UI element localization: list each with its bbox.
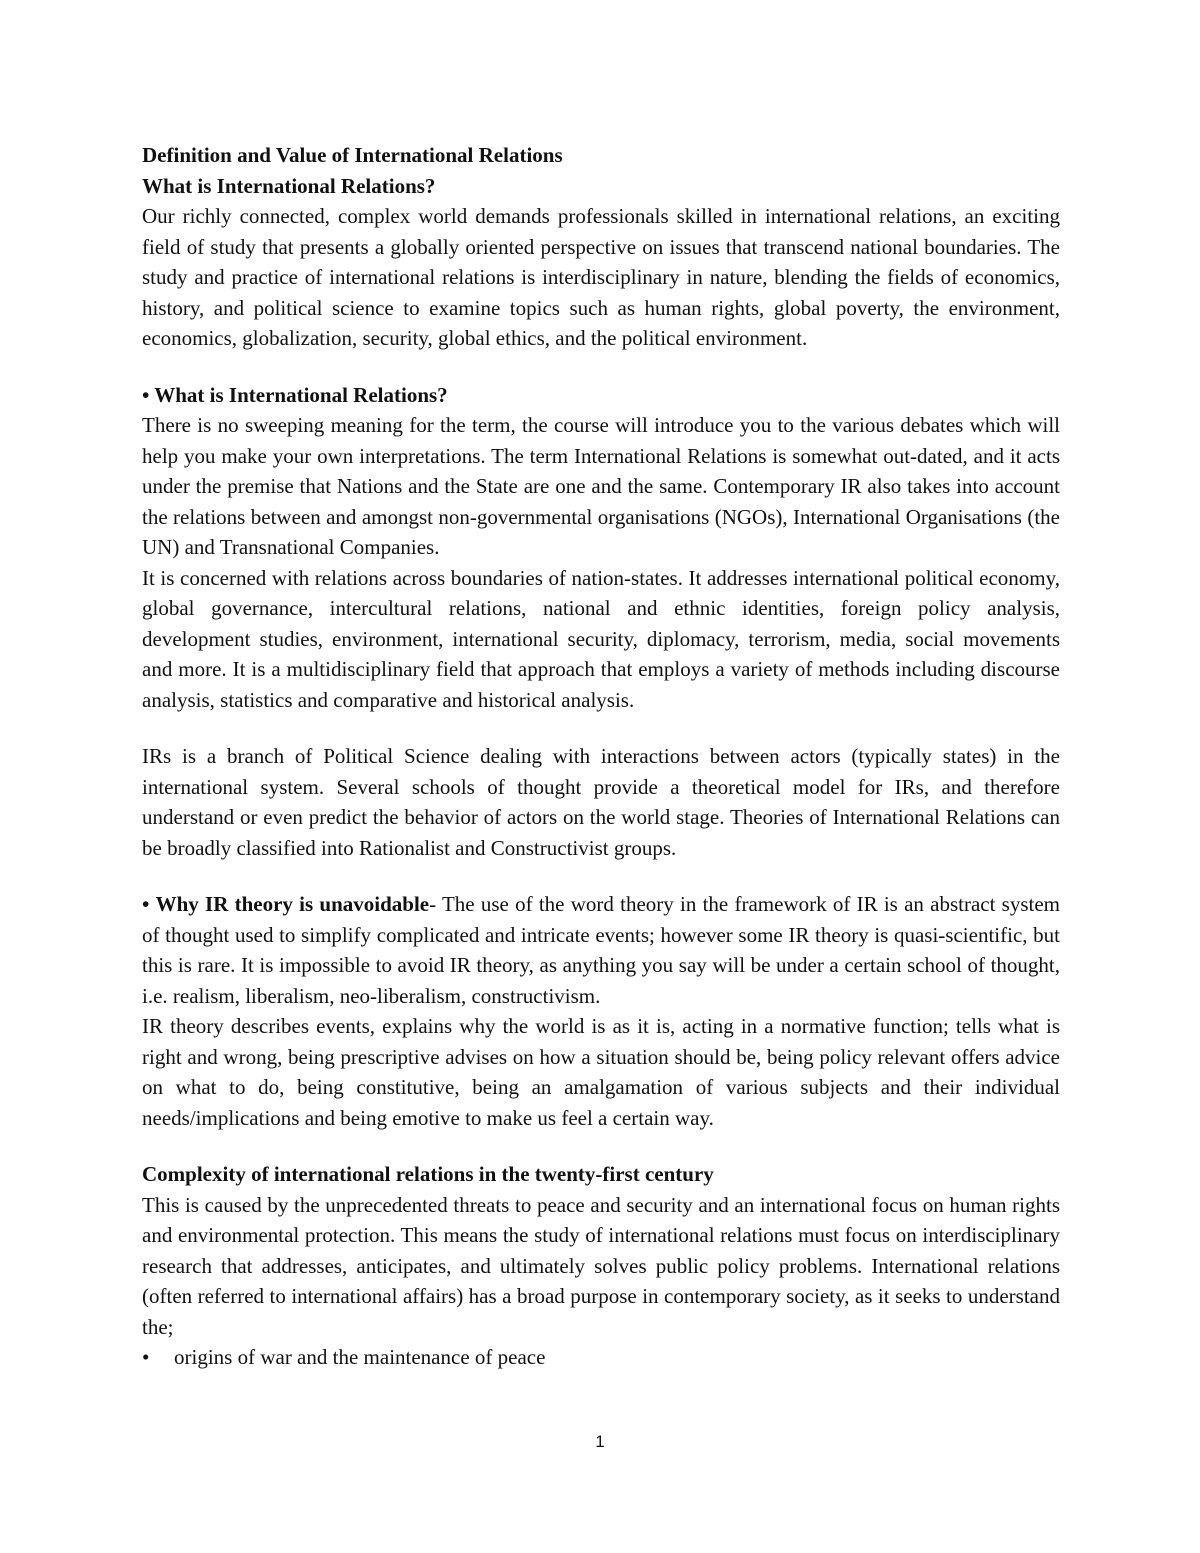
spacer: [142, 715, 1060, 741]
document-title: Definition and Value of International Relations: [142, 143, 563, 167]
section3-heading: Complexity of international relations in the twenty-first century: [142, 1162, 714, 1186]
intro-paragraph: Our richly connected, complex world demands professionals skilled in international relations, an exciting field of study that presents a globally oriented perspective on issues that transcend national boundaries. The study and practice of international relations is interdisciplinary in nature, blending the fields of economics, history, and political science to examine topics such as human rights, global poverty, the environment, economics, globalization, security, global ethics, and the political environment.: [142, 204, 1060, 350]
section2-heading: Why IR theory is unavoidable: [155, 892, 430, 916]
section1-paragraph-2: It is concerned with relations across boundaries of nation-states. It addresses international political economy, global governance, intercultural relations, national and ethnic identities, foreign policy analysis, development studies, environment, international security, diplomacy, terrorism, media, social movements and more. It is a multidisciplinary field that approach that employs a variety of methods including discourse analysis, statistics and comparative and historical analysis.: [142, 565, 1060, 712]
list-item: [142, 1342, 1060, 1373]
section2-paragraph-1: [142, 889, 1060, 1011]
section2-lead-text: - The use of the word theory in the framework of IR is an abstract system of thought used to simplify complicated and intricate events; however some IR theory is quasi-scientific, but this is rare. It is impossible to avoid IR theory, as anything you say will be under a certain school of thought, i.e. realism, liberalism, neo-liberalism, constructivism.: [142, 892, 1061, 1008]
section1-paragraph-3: IRs is a branch of Political Science dealing with interactions between actors (typically states) in the international system. Several schools of thought provide a theoretical model for IRs, and therefore understand or even predict the behavior of actors on the world stage. Theories of International Relations can be broadly classified into Rationalist and Constructivist groups.: [142, 744, 1060, 860]
document-body: [142, 140, 1060, 1373]
document-subtitle: What is International Relations?: [142, 173, 436, 198]
list-item-text: origins of war and the maintenance of peace: [174, 1345, 546, 1369]
section1-heading-text: What is International Relations?: [154, 382, 448, 407]
bullet-icon: •: [142, 382, 150, 407]
bullet-icon: •: [142, 1345, 150, 1369]
spacer: [142, 1133, 1060, 1159]
spacer: [142, 863, 1060, 889]
page-number: 1: [595, 1432, 605, 1451]
section1-paragraph-1: There is no sweeping meaning for the term, the course will introduce you to the various debates which will help you make your own interpretations. The term International Relations is somewhat out-dated, and it acts under the premise that Nations and the State are one and the same. Contemporary IR also takes into account the relations between and amongst non-governmental organisations (NGOs), International Organisations (the UN) and Transnational Companies.: [142, 413, 1060, 559]
spacer: [142, 354, 1060, 380]
section3-list: [142, 1342, 1060, 1373]
bullet-icon: •: [142, 892, 150, 916]
section3-paragraph-1: This is caused by the unprecedented threats to peace and security and an international focus on human rights and environmental protection. This means the study of international relations must focus on interdisciplinary research that addresses, anticipates, and ultimately solves public policy problems. International relations (often referred to international affairs) has a broad purpose in contemporary society, as it seeks to understand the;: [142, 1192, 1060, 1339]
section2-paragraph-2: IR theory describes events, explains why the world is as it is, acting in a normative function; tells what is right and wrong, being prescriptive advises on how a situation should be, being policy relevant offers advice on what to do, being constitutive, being an amalgamation of various subjects and their individual needs/implications and being emotive to make us feel a certain way.: [142, 1014, 1060, 1130]
section1-heading: [142, 380, 1060, 411]
